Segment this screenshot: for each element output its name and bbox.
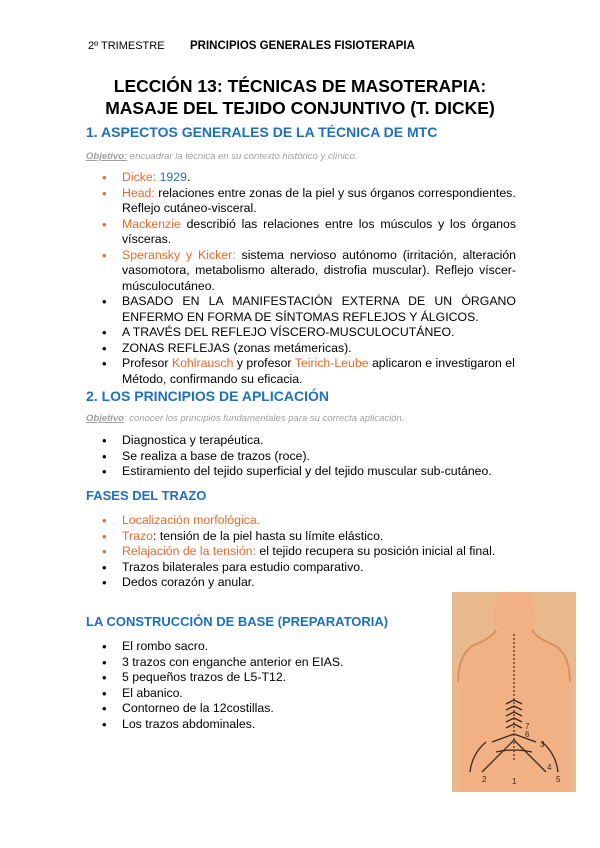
list-item: • Diagnostica y terapéutica. [86,433,516,449]
list-item: • 3 trazos con enganche anterior en EIAS. [86,655,436,671]
base-list [86,639,436,732]
author-name: Mackenzie [122,216,181,231]
title-line-1: LECCIÓN 13: TÉCNICAS DE MASOTERAPIA: [113,76,487,96]
author-name: Kohlrausch [171,356,234,370]
figure-label: 7 [525,722,530,731]
section-1-objective [86,151,357,162]
list-item [86,248,516,295]
author-name: Speransky y Kicker: [122,247,236,262]
text: relaciones entre zonas de la piel y sus órganos correspondientes. Reflejo cutáneo-visceral. [122,185,516,215]
term: Trazo [122,528,153,543]
back-illustration [452,592,576,792]
figure-label: 6 [525,730,530,739]
text: A TRAVÉS DEL REFLEJO VÍSCERO-MUSCULOCUTÁNEO. [122,325,455,339]
subject-label: PRINCIPIOS GENERALES FISIOTERAPIA [190,40,415,52]
objective-text: : conocer los principios fundamentales para su correcta aplicación. [124,413,405,424]
figure-label: 4 [547,763,552,772]
list-item [86,529,516,545]
text: ZONAS REFLEJAS (zonas metámericas). [122,340,352,355]
section-1-heading: 1. ASPECTOS GENERALES DE LA TÉCNICA DE MTC [86,124,438,140]
figure-label: 2 [482,775,487,784]
back-drawing [452,592,576,792]
list-item: • Los trazos abdominales. [86,717,436,733]
text: el tejido recupera su posición inicial al final. [256,544,496,558]
figure-label: 5 [556,775,561,784]
list-item: • Estiramiento del tejido superficial y del tejido muscular sub-cutáneo. [86,464,516,480]
figure-label: 3 [540,740,545,749]
author-name: Dicke: [122,170,157,184]
figure-label: 1 [512,777,517,786]
list-item [86,356,516,387]
author-name: Head: [122,185,155,200]
page-header [88,40,415,52]
title-line-2: MASAJE DEL TEJIDO CONJUNTIVO (T. DICKE) [105,98,495,118]
section-2-list [86,433,516,480]
lesson-title [0,75,600,119]
list-item [86,544,516,560]
list-item [86,217,516,248]
list-item: • El rombo sacro. [86,639,436,655]
list-item [86,341,516,357]
section-1-list [86,170,516,387]
objective-text: encuadrar la técnica en su contexto histórico y clínico. [127,151,358,162]
text: describió las relaciones entre los músculos y los órganos vísceras. [122,216,516,246]
list-item: • Se realiza a base de trazos (roce). [86,449,516,465]
list-item [86,513,516,529]
objective-label: Objetivo: [86,151,128,162]
list-item [86,294,516,325]
list-item [86,170,516,186]
list-item: • 5 pequeños trazos de L5-T12. [86,670,436,686]
text: BASADO EN LA MANIFESTACIÓN EXTERNA DE UN ÓRGANO ENFERMO EN FORMA DE SÍNTOMAS REFLEJOS Y ÁLGICOS. [122,294,516,324]
list-item: • Contorneo de la 12costillas. [86,701,436,717]
list-item [86,186,516,217]
year: 1929 [156,170,187,184]
text: sistema nervioso autónomo (irritación, alteración vasomotora, metabolismo alterado, distrofia muscular). Reflejo víscer-músculocutáneo. [122,247,516,293]
text: Profesor [122,356,172,370]
list-item: • El abanico. [86,686,436,702]
text: y profesor [233,356,295,370]
text: : tensión de la piel hasta su límite elástico. [152,528,384,543]
base-heading: LA CONSTRUCCIÓN DE BASE (PREPARATORIA) [86,614,389,629]
objective-label: Objetivo [86,413,125,424]
text: . [186,170,191,184]
phases-list [86,513,516,591]
list-item: • Dedos corazón y anular. [86,575,516,591]
list-item: • Trazos bilaterales para estudio comparativo. [86,560,516,576]
section-2-objective [86,413,404,424]
phases-heading: FASES DEL TRAZO [86,488,207,503]
section-2-heading: 2. LOS PRINCIPIOS DE APLICACIÓN [86,388,329,404]
text: Localización morfológica. [122,513,261,527]
term: Relajación de la tensión: [122,544,256,558]
text: aplicaron e investigaron el Método, confirmando su eficacia. [122,356,515,386]
list-item [86,325,516,341]
term-label: 2º TRIMESTRE [88,40,165,52]
author-name: Teirich-Leube [294,356,369,370]
